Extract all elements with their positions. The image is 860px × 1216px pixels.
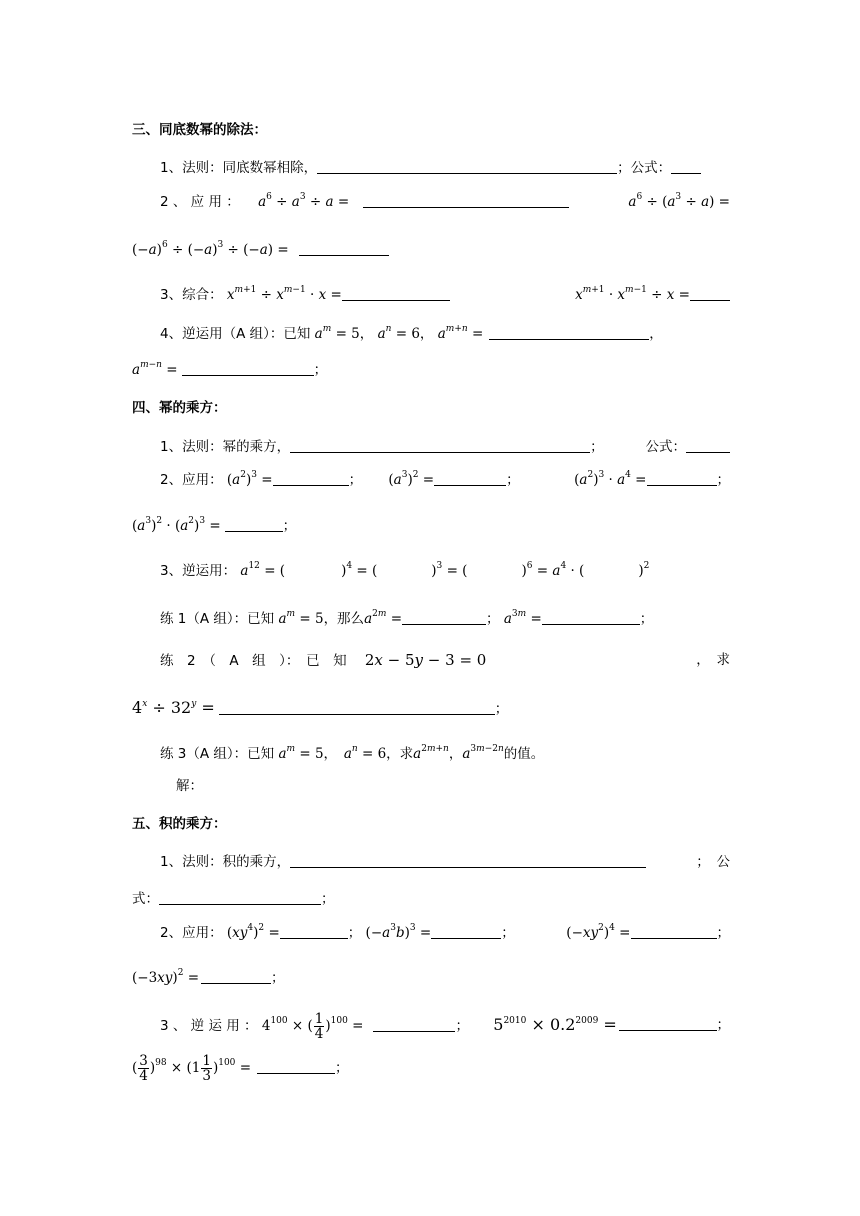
s3-combined-line: 3、综合： $x^{m+1} \div x^{m-1} \cdot x$ = $x^{m+1} \cdot x^{m-1} \div x$ = xyxy=(160,281,730,309)
answer-blank[interactable] xyxy=(299,241,389,256)
answer-blank[interactable] xyxy=(647,471,717,486)
answer-blank[interactable] xyxy=(257,1059,335,1074)
s3-rule-label: 1、法则：同底数幂相除， xyxy=(160,160,318,176)
s5-inverse-line-2: ( $\frac{3}{4}$ )$^{98}$ × (1 $\frac{1}{3}$ )$^{100}$ = ； xyxy=(132,1053,349,1084)
answer-blank[interactable] xyxy=(219,700,495,715)
s3-application-label: 2 、 应 用 ： xyxy=(160,194,240,210)
section-3-title: 三、同底数幂的除法： xyxy=(132,122,267,138)
section-4-heading xyxy=(132,394,732,422)
s4-application-line-2: $(a^3)^2 \cdot (a^2)^3$ = ； xyxy=(132,516,297,534)
s5-application-line-2: $(-3xy)^2$ = ； xyxy=(132,968,285,986)
answer-blank[interactable] xyxy=(317,159,617,174)
s5-inverse-line: 3 、 逆 运 用 ： $4^{100}$ × ( $\frac{1}{4}$ )$^{100}$ = ； $5^{2010} \times 0.2^{2009}$ = ； xyxy=(160,1011,730,1042)
answer-blank[interactable] xyxy=(159,890,321,905)
section-3-heading xyxy=(132,116,732,144)
answer-blank[interactable] xyxy=(431,924,501,939)
solution-label: 解： xyxy=(176,778,203,794)
answer-blank[interactable] xyxy=(342,286,450,301)
section-5-title: 五、积的乘方： xyxy=(132,816,227,832)
s4-practice-3: 练 3（A 组）：已知 $a^m = 5$， $a^n = 6$，求$a^{2m+n}$，$a^{3m-2n}$的值。 xyxy=(160,744,545,762)
s5-rule-line: 1、法则：积的乘方， ； 公 xyxy=(160,854,730,870)
answer-blank[interactable] xyxy=(619,1016,717,1031)
answer-blank[interactable] xyxy=(225,517,283,532)
answer-blank[interactable] xyxy=(631,924,717,939)
answer-blank[interactable] xyxy=(402,610,486,625)
s3-inverse-line: 4、逆运用（A 组）：已知 $a^m = 5$， $a^n = 6$， $a^{m+n}$ = ， xyxy=(160,324,663,342)
answer-blank[interactable] xyxy=(182,361,314,376)
answer-blank[interactable] xyxy=(290,438,590,453)
answer-blank[interactable] xyxy=(542,610,640,625)
answer-blank[interactable] xyxy=(690,286,730,301)
s5-application-line: 2、应用： $(xy^4)^2$ = ； $(-a^3b)^3$ = ； $(-xy^2)^4$ = ； xyxy=(160,923,730,941)
s3-inverse-line-2: $a^{m-n}$ = ； xyxy=(132,360,328,378)
s3-formula-label: ；公式： xyxy=(617,160,672,176)
answer-blank[interactable] xyxy=(363,193,569,208)
s3-combined-label: 3、综合： xyxy=(160,287,223,303)
s3-rule-line xyxy=(160,154,730,182)
answer-blank[interactable] xyxy=(434,471,506,486)
answer-blank[interactable] xyxy=(280,924,348,939)
s3-application-line-2: $(-a)^6 \div (-a)^3 \div (-a)$ = xyxy=(132,236,732,264)
s4-rule-line: 1、法则：幂的乘方， ； 公式： xyxy=(160,433,730,461)
answer-blank[interactable] xyxy=(273,471,349,486)
s4-practice-2-line-2: $4^x \div 32^y$ = ； xyxy=(132,698,509,717)
s4-practice-1: 练 1（A 组）：已知 $a^m = 5$，那么$a^{2m}$ = ； $a^{3m}$ = ； xyxy=(160,609,654,627)
answer-blank[interactable] xyxy=(201,969,271,984)
answer-blank[interactable] xyxy=(671,159,701,174)
answer-blank[interactable] xyxy=(290,853,646,868)
answer-blank[interactable] xyxy=(489,325,649,340)
answer-blank[interactable] xyxy=(373,1017,455,1032)
s3-application-line: 2 、 应 用 ： $a^6 \div a^3 \div a$ = $a^6 \div (a^3 \div a)$ = xyxy=(160,192,730,210)
s4-inverse-line: 3、逆运用： $a^{12}$ = ( )$^4$ = ( )$^3$ = ( )$^6 = a^4$ · ( )$^2$ xyxy=(160,561,650,579)
s3-inverse-label: 4、逆运用（A 组）：已知 xyxy=(160,326,311,342)
s5-rule-line-2: 式： ； xyxy=(132,891,335,907)
s4-practice-2: 练 2 （ A 组 ）： 已 知 2x − 5y − 3 = 0 ， 求 xyxy=(160,651,730,669)
section-5-heading xyxy=(132,810,732,838)
s4-application-line: 2、应用： $(a^2)^3$ = ； $(a^3)^2$ = ； $(a^2)^3 \cdot a^4$ = ； xyxy=(160,470,730,488)
section-4-title: 四、幂的乘方： xyxy=(132,400,227,416)
answer-blank[interactable] xyxy=(686,438,730,453)
